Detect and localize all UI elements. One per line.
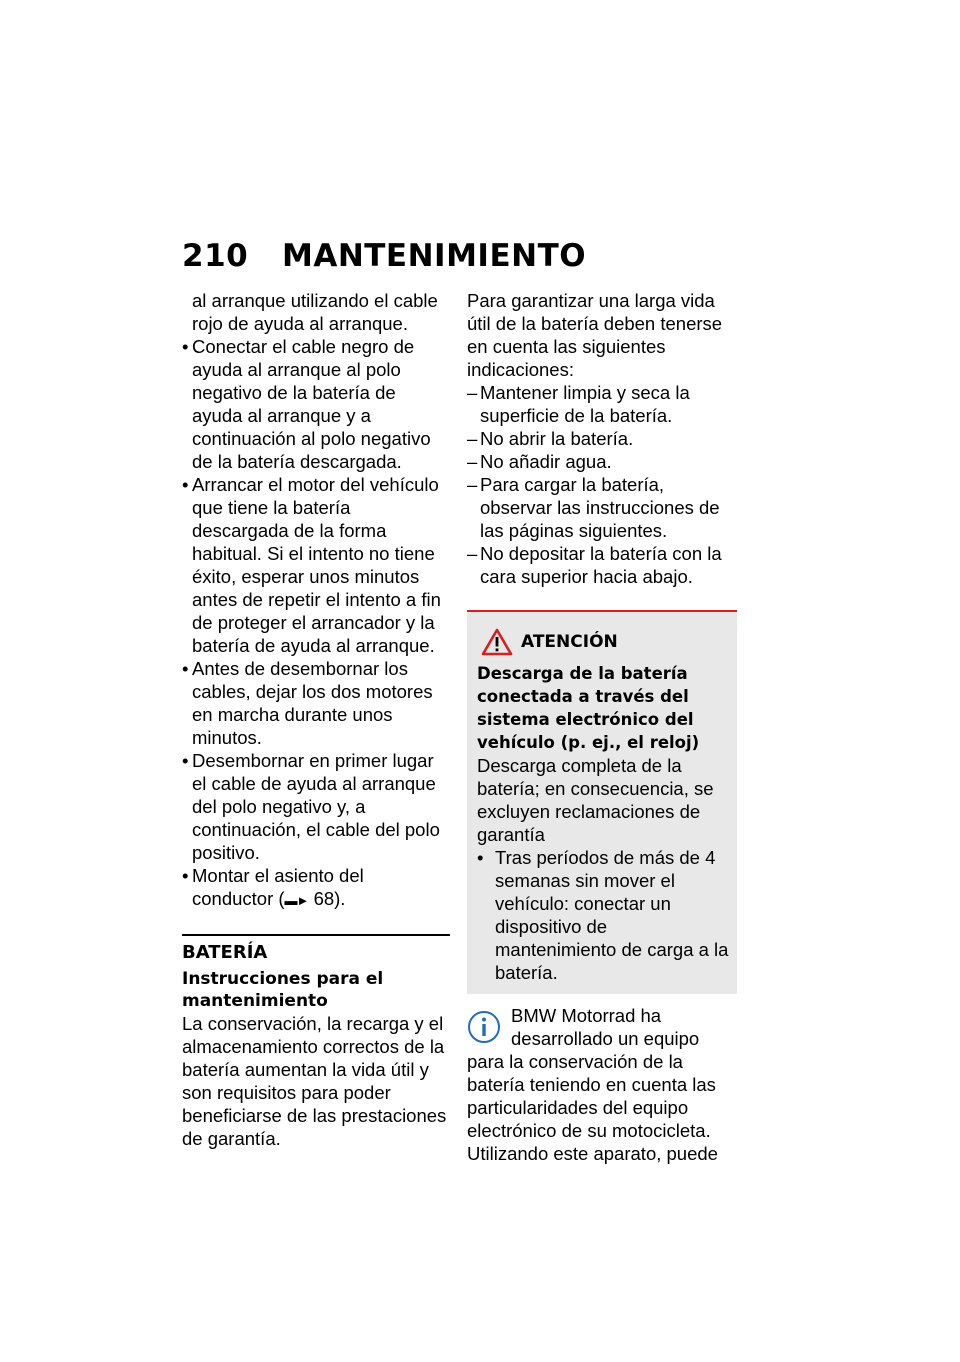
list-item: • Tras períodos de más de 4 semanas sin mover el vehículo: conectar un dispositivo de mantenimiento de carga a la batería. bbox=[477, 846, 729, 984]
section-divider bbox=[182, 934, 450, 936]
arrow-right-icon: ▬► bbox=[284, 893, 309, 908]
list-item: • Arrancar el motor del vehículo que tiene la batería descargada de la forma habitual. Si el intento no tiene éxito, esperar unos minutos antes de repetir el intento a fin de proteger el arrancador y la batería de ayuda al arranque. bbox=[182, 473, 450, 657]
subsection-title: Instrucciones para el mantenimiento bbox=[182, 969, 384, 1011]
list-item: • Antes de desembornar los cables, dejar los dos motores en marcha durante unos minutos. bbox=[182, 657, 450, 749]
paragraph: La conservación, la recarga y el almacenamiento correctos de la batería aumentan la vida útil y son requisitos para poder beneficiarse de las prestaciones de garantía. bbox=[182, 1013, 447, 1149]
page-reference-link[interactable]: 68 bbox=[313, 888, 335, 909]
chapter-title: MANTENIMIENTO bbox=[282, 238, 587, 274]
info-icon bbox=[467, 1010, 501, 1044]
warning-label: ATENCIÓN bbox=[521, 631, 618, 652]
right-column bbox=[467, 289, 737, 1165]
list-item: – No depositar la batería con la cara superior hacia abajo. bbox=[467, 542, 737, 588]
page-header bbox=[182, 238, 586, 274]
list-item: • Conectar el cable negro de ayuda al arranque al polo negativo de la batería de ayuda al arranque y a continuación al polo negativo de la batería descargada. bbox=[182, 335, 450, 473]
jump-start-steps bbox=[182, 335, 450, 912]
list-item: – Para cargar la batería, observar las instrucciones de las páginas siguientes. bbox=[467, 473, 737, 542]
list-item: • Montar el asiento del conductor (▬► 68). bbox=[182, 864, 450, 912]
continuation-text: al arranque utilizando el cable rojo de ayuda al arranque. bbox=[192, 290, 438, 334]
list-item: – No abrir la batería. bbox=[467, 427, 737, 450]
list-item: – Mantener limpia y seca la superficie de la batería. bbox=[467, 381, 737, 427]
left-column bbox=[182, 289, 450, 1150]
warning-triangle-icon bbox=[481, 628, 513, 656]
info-block bbox=[467, 1004, 737, 1165]
warning-measures bbox=[477, 846, 729, 984]
warning-consequence: Descarga completa de la batería; en consecuencia, se excluyen reclamaciones de garantía bbox=[477, 755, 714, 845]
intro-paragraph: Para garantizar una larga vida útil de la batería deben tenerse en cuenta las siguientes indicaciones: bbox=[467, 290, 723, 380]
list-item: – No añadir agua. bbox=[467, 450, 737, 473]
warning-lead: Descarga de la batería conectada a través del sistema electrónico del vehículo (p. ej., el reloj) bbox=[477, 664, 700, 752]
page-number: 210 bbox=[182, 238, 249, 274]
warning-header bbox=[477, 628, 729, 656]
list-item: • Desembornar en primer lugar el cable de ayuda al arranque del polo negativo y, a continuación, el cable del polo positivo. bbox=[182, 749, 450, 864]
warning-box bbox=[467, 610, 737, 994]
section-title: BATERÍA bbox=[182, 942, 268, 963]
info-text: BMW Motorrad ha desarrollado un equipo para la conservación de la batería teniendo en cuenta las particularidades del equipo electrónico de su motocicleta. Utilizando este aparato, puede bbox=[467, 1005, 718, 1164]
maintenance-list bbox=[467, 381, 737, 588]
